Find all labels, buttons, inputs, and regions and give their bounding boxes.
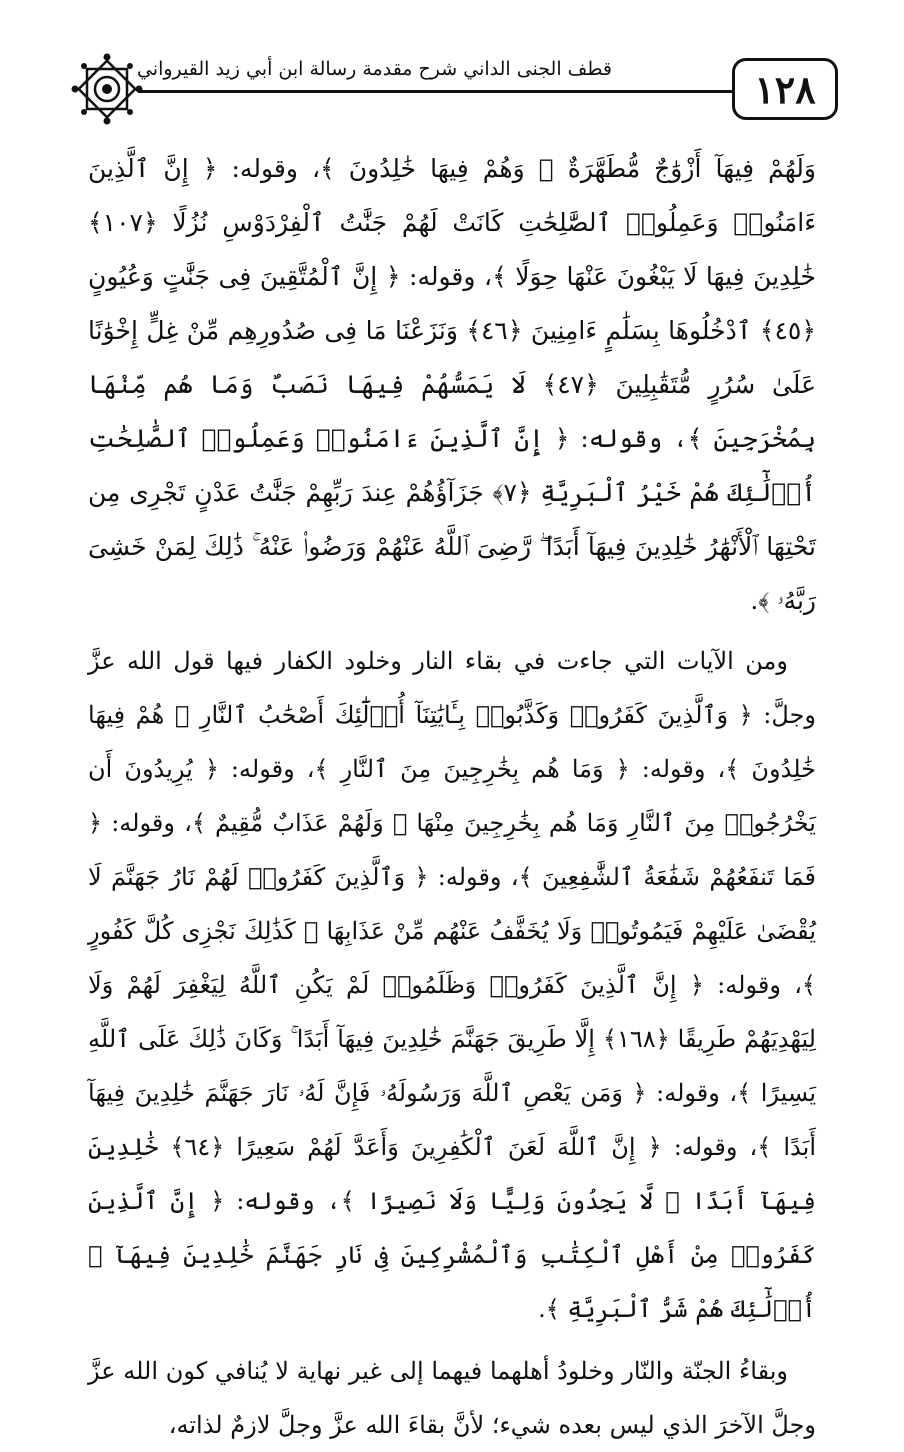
running-header-title: قطف الجنى الداني شرح مقدمة رسالة ابن أبي زيد القيرواني [136, 58, 612, 80]
paragraph-eternity-explanation: وبقاءُ الجنّة والنّار وخلودُ أهلهما فيهما إلى غير نهاية لا يُنافي كون الله عزَّ وجلَّ الآخرَ الذي ليس بعده شيء؛ لأنَّ بقاءَ الله عزَّ وجلَّ لازمٌ لذاته، [88, 1357, 816, 1439]
header-rule [138, 90, 738, 93]
page-number: ١٢٨ [754, 66, 816, 112]
eight-point-star-ornament-icon [70, 52, 144, 126]
page-number-box [732, 58, 838, 120]
page-header [70, 52, 852, 130]
paragraph-quran-verses-hellfire: ومن الآيات التي جاءت في بقاء النار وخلود الكفار فيها قول الله عزَّ وجلَّ: ﴿ وَٱلَّذِينَ كَفَرُوا۟ وَكَذَّبُوا۟ بِـَٔايَٰتِنَآ أُو۟لَٰٓئِكَ أَصْحَٰبُ ٱلنَّارِ ۖ هُمْ فِيهَا خَٰلِدُونَ ﴾، وقوله: ﴿ وَمَا هُم بِخَٰرِجِينَ مِنَ ٱلنَّارِ ﴾، وقوله: ﴿ يُرِيدُونَ أَن يَخْرُجُوا۟ مِنَ ٱلنَّارِ وَمَا هُم بِخَٰرِجِينَ مِنْهَا ۖ وَلَهُمْ عَذَابٌ مُّقِيمٌ ﴾، وقوله: ﴿ فَمَا تَنفَعُهُمْ شَفَٰعَةُ ٱلشَّٰفِعِينَ ﴾، وقوله: ﴿ وَٱلَّذِينَ كَفَرُوا۟ لَهُمْ نَارُ جَهَنَّمَ لَا يُقْضَىٰ عَلَيْهِمْ فَيَمُوتُوا۟ وَلَا يُخَفَّفُ عَنْهُم مِّنْ عَذَابِهَا ۚ كَذَٰلِكَ نَجْزِى كُلَّ كَفُورٍ ﴾، وقوله: ﴿ إِنَّ ٱلَّذِينَ كَفَرُوا۟ وَظَلَمُوا۟ لَمْ يَكُنِ ٱللَّهُ لِيَغْفِرَ لَهُمْ وَلَا لِيَهْدِيَهُمْ طَرِيقًا ﴿١٦٨﴾ إِلَّا طَرِيقَ جَهَنَّمَ خَٰلِدِينَ فِيهَآ أَبَدًا ۚ وَكَانَ ذَٰلِكَ عَلَى ٱللَّهِ يَسِيرًا ﴾، وقوله: ﴿ وَمَن يَعْصِ ٱللَّهَ وَرَسُولَهُۥ فَإِنَّ لَهُۥ نَارَ جَهَنَّمَ خَٰلِدِينَ فِيهَآ أَبَدًا ﴾، وقوله: ﴿ إِنَّ ٱللَّهَ لَعَنَ ٱلْكَٰفِرِينَ وَأَعَدَّ لَهُمْ سَعِيرًا ﴿٦٤﴾ خَٰلِدِينَ فِيهَآ أَبَدًا ۖ لَّا يَجِدُونَ وَلِيًّا وَلَا نَصِيرًا ﴾، وقوله: ﴿ إِنَّ ٱلَّذِينَ كَفَرُوا۟ مِنْ أَهْلِ ٱلْكِتَٰبِ وَٱلْمُشْرِكِينَ فِى نَارِ جَهَنَّمَ خَٰلِدِينَ فِيهَآ ۚ أُو۟لَٰٓئِكَ هُمْ شَرُّ ٱلْبَرِيَّةِ ﴾. [88, 647, 817, 1323]
paragraph-quran-verses-paradise: وَلَهُمْ فِيهَآ أَزْوَٰجٌ مُّطَهَّرَةٌ ۖ وَهُمْ فِيهَا خَٰلِدُونَ ﴾، وقوله: ﴿ إِنَّ ٱلَّذِينَ ءَامَنُوا۟ وَعَمِلُوا۟ ٱلصَّٰلِحَٰتِ كَانَتْ لَهُمْ جَنَّٰتُ ٱلْفِرْدَوْسِ نُزُلًا ﴿١٠٧﴾ خَٰلِدِينَ فِيهَا لَا يَبْغُونَ عَنْهَا حِوَلًا ﴾، وقوله: ﴿ إِنَّ ٱلْمُتَّقِينَ فِى جَنَّٰتٍ وَعُيُونٍ ﴿٤٥﴾ ٱدْخُلُوهَا بِسَلَٰمٍ ءَامِنِينَ ﴿٤٦﴾ وَنَزَعْنَا مَا فِى صُدُورِهِم مِّنْ غِلٍّ إِخْوَٰنًا عَلَىٰ سُرُرٍ مُّتَقَٰبِلِينَ ﴿٤٧﴾ لَا يَمَسُّهُمْ فِيهَا نَصَبٌ وَمَا هُم مِّنْهَا بِمُخْرَجِينَ ﴾، وقوله: ﴿ إِنَّ ٱلَّذِينَ ءَامَنُوا۟ وَعَمِلُوا۟ ٱلصَّٰلِحَٰتِ أُو۟لَٰٓئِكَ هُمْ خَيْرُ ٱلْبَرِيَّةِ ﴿٧﴾ جَزَآؤُهُمْ عِندَ رَبِّهِمْ جَنَّٰتُ عَدْنٍ تَجْرِى مِن تَحْتِهَا ٱلْأَنْهَٰرُ خَٰلِدِينَ فِيهَآ أَبَدًا ۖ رَّضِىَ ٱللَّهُ عَنْهُمْ وَرَضُوا۟ عَنْهُ ۚ ذَٰلِكَ لِمَنْ خَشِىَ رَبَّهُۥ ﴾. [88, 154, 816, 615]
page-body [88, 142, 816, 1452]
